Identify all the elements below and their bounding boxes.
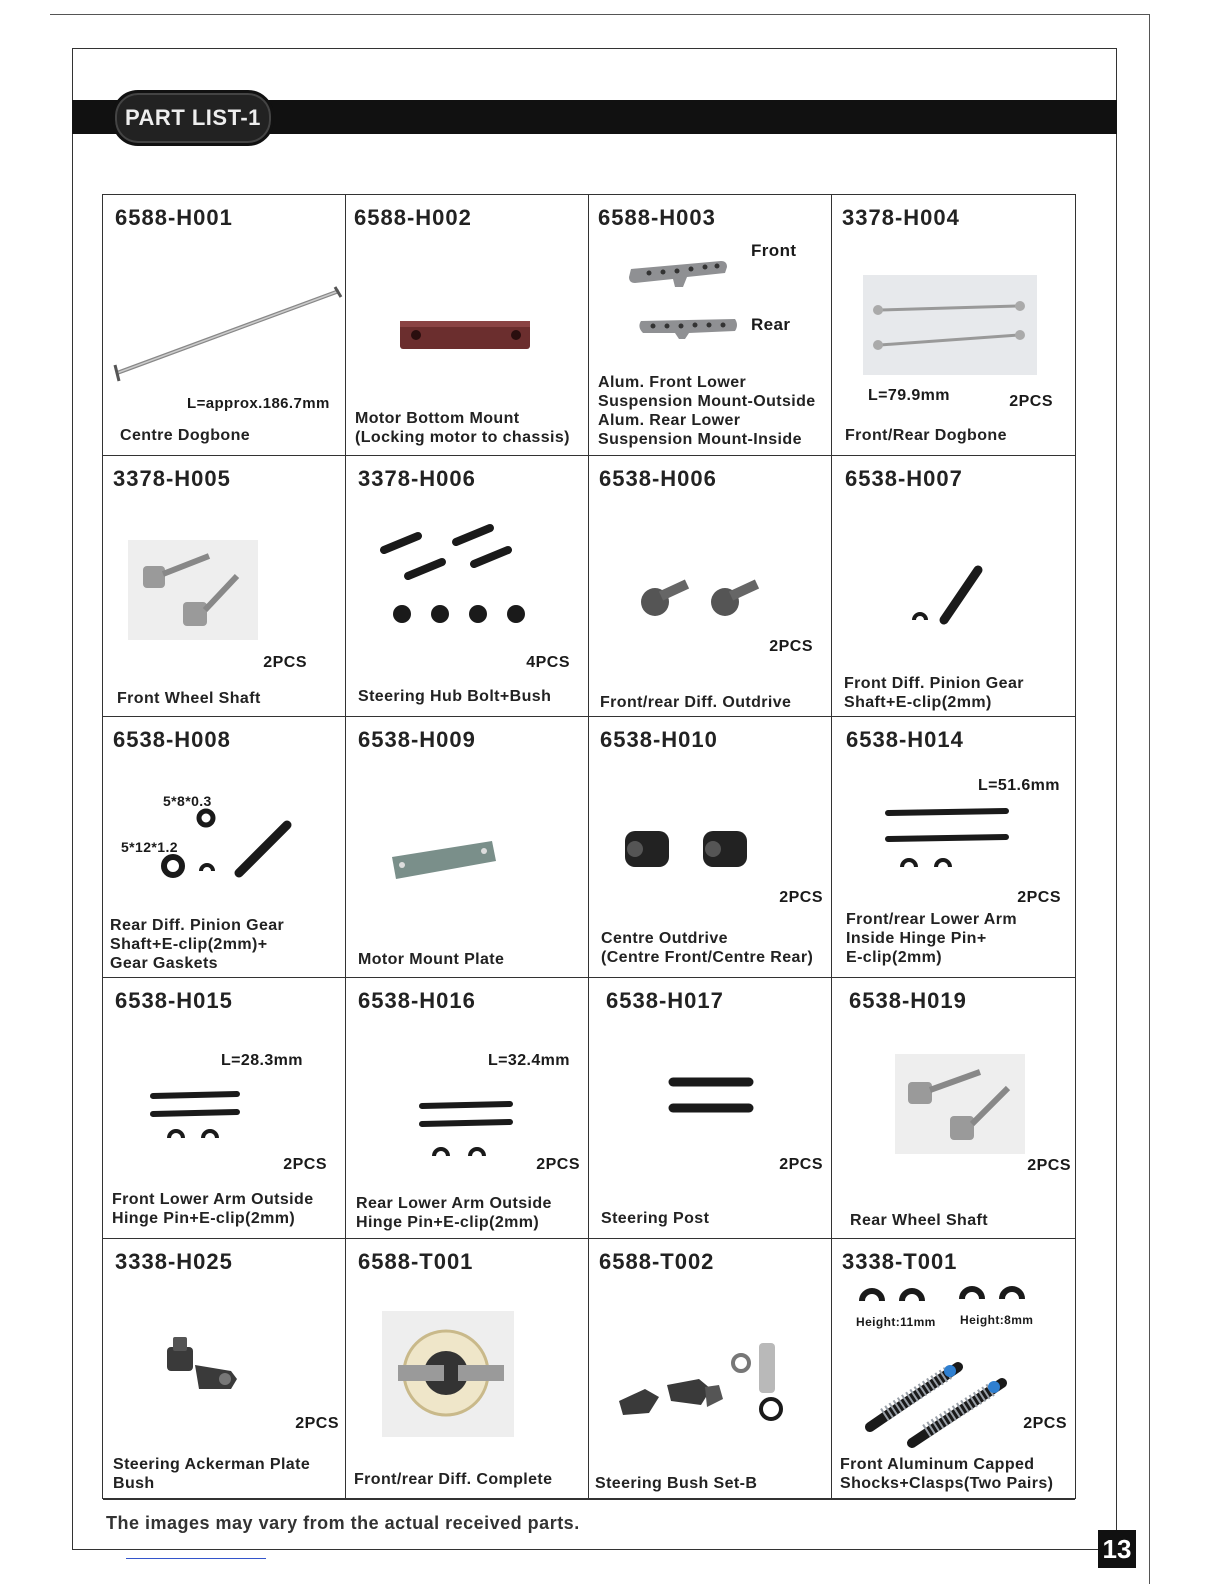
footer-rule — [126, 1558, 266, 1559]
part-code: 6588-H003 — [598, 205, 716, 230]
part-code: 6588-T001 — [358, 1249, 474, 1274]
diff-outdrive-illustration — [589, 456, 832, 717]
part-code: 3338-T001 — [842, 1249, 958, 1274]
part-cell-6588-H003 — [589, 195, 832, 456]
motor-plate-illustration — [346, 717, 589, 978]
height-a-label: Height:11mm — [856, 1315, 936, 1329]
part-name: Alum. Front Lower Suspension Mount-Outside Alum. Rear Lower Suspension Mount-Inside — [598, 374, 816, 448]
quantity-label: 2PCS — [1009, 393, 1053, 410]
page-title: PART LIST-1 — [112, 90, 274, 146]
part-cell-3378-H004 — [832, 195, 1075, 456]
part-code: 6538-H010 — [600, 727, 718, 752]
part-code: 6538-H009 — [358, 727, 476, 752]
quantity-label: 2PCS — [263, 654, 307, 671]
part-code: 6538-H019 — [849, 988, 967, 1013]
steering-bush-illustration — [589, 1239, 832, 1500]
part-name: Steering Hub Bolt+Bush — [358, 688, 552, 705]
length-label: L=approx.186.7mm — [187, 395, 330, 412]
part-code: 3378-H005 — [113, 466, 231, 491]
part-code: 6538-H008 — [113, 727, 231, 752]
part-code: 3378-H004 — [842, 205, 960, 230]
part-name: Front Diff. Pinion Gear Shaft+E-clip(2mm) — [844, 675, 1024, 711]
quantity-label: 2PCS — [1023, 1415, 1067, 1432]
bolt-bush-illustration — [346, 456, 589, 717]
quantity-label: 2PCS — [295, 1415, 339, 1432]
length-label: L=32.4mm — [488, 1052, 570, 1069]
quantity-label: 4PCS — [526, 654, 570, 671]
dogbone-illustration — [103, 195, 346, 456]
part-name: Front/rear Diff. Complete — [354, 1471, 553, 1488]
part-cell-6538-H019 — [832, 978, 1075, 1239]
rear-label: Rear — [751, 315, 791, 334]
page-number: 13 — [1098, 1530, 1136, 1568]
part-name: Front/rear Lower Arm Inside Hinge Pin+ E-clip(2mm) — [846, 911, 1017, 966]
length-label: L=28.3mm — [221, 1052, 303, 1069]
part-name: Rear Lower Arm Outside Hinge Pin+E-clip(2mm) — [356, 1195, 552, 1231]
part-code: 6538-H017 — [606, 988, 724, 1013]
part-name: Motor Mount Plate — [358, 951, 505, 968]
part-cell-6588-H001 — [103, 195, 346, 456]
part-name: Steering Bush Set-B — [595, 1475, 758, 1492]
part-name: Centre Outdrive (Centre Front/Centre Rear) — [601, 930, 814, 966]
part-code: 6538-H007 — [845, 466, 963, 491]
part-code: 6588-H001 — [115, 205, 233, 230]
part-code: 6588-T002 — [599, 1249, 715, 1274]
wheel-shaft-illustration — [832, 978, 1075, 1239]
part-name: Steering Post — [601, 1210, 710, 1227]
part-cell-6538-H009 — [346, 717, 589, 978]
part-cell-6538-H017 — [589, 978, 832, 1239]
part-cell-3338-H025 — [103, 1239, 346, 1500]
part-code: 3378-H006 — [358, 466, 476, 491]
height-b-label: Height:8mm — [960, 1313, 1034, 1327]
length-label: L=79.9mm — [868, 387, 950, 404]
part-name: Centre Dogbone — [120, 427, 251, 444]
dogbone-pair-illustration — [832, 195, 1075, 456]
quantity-label: 2PCS — [1027, 1157, 1071, 1174]
parts-grid — [102, 194, 1076, 1499]
part-cell-6538-H016 — [346, 978, 589, 1239]
diff-complete-illustration — [346, 1239, 589, 1500]
part-cell-3378-H006 — [346, 456, 589, 717]
part-cell-6538-H014 — [832, 717, 1075, 978]
part-name: Front/Rear Dogbone — [845, 427, 1007, 444]
part-name: Rear Diff. Pinion Gear Shaft+E-clip(2mm)+ Gear Gaskets — [110, 917, 285, 972]
part-cell-3378-H005 — [103, 456, 346, 717]
quantity-label: 2PCS — [769, 638, 813, 655]
part-cell-6538-H006 — [589, 456, 832, 717]
part-cell-6538-H008 — [103, 717, 346, 978]
disclaimer-note: The images may vary from the actual received parts. — [106, 1513, 580, 1533]
part-cell-6588-T002 — [589, 1239, 832, 1500]
part-cell-6538-H015 — [103, 978, 346, 1239]
part-name: Front Lower Arm Outside Hinge Pin+E-clip(2mm) — [112, 1191, 314, 1227]
part-name: Front/rear Diff. Outdrive — [600, 694, 792, 711]
gasket-large-label: 5*12*1.2 — [121, 839, 178, 855]
part-cell-6538-H007 — [832, 456, 1075, 717]
gasket-small-label: 5*8*0.3 — [163, 793, 212, 809]
part-cell-6538-H010 — [589, 717, 832, 978]
part-name: Rear Wheel Shaft — [850, 1212, 988, 1229]
part-code: 6538-H016 — [358, 988, 476, 1013]
part-code: 6588-H002 — [354, 205, 472, 230]
part-cell-6588-T001 — [346, 1239, 589, 1500]
front-label: Front — [751, 241, 797, 260]
quantity-label: 2PCS — [536, 1156, 580, 1173]
quantity-label: 2PCS — [779, 1156, 823, 1173]
top-rule — [50, 14, 1150, 15]
part-cell-6588-H002 — [346, 195, 589, 456]
quantity-label: 2PCS — [1017, 889, 1061, 906]
part-name: Front Aluminum Capped Shocks+Clasps(Two Pairs) — [840, 1456, 1054, 1492]
part-code: 6538-H006 — [599, 466, 717, 491]
steering-post-illustration — [589, 978, 832, 1239]
part-name: Motor Bottom Mount (Locking motor to chassis) — [355, 410, 570, 446]
length-label: L=51.6mm — [978, 777, 1060, 794]
wheel-shaft-illustration — [103, 456, 346, 717]
part-code: 6538-H015 — [115, 988, 233, 1013]
part-name: Front Wheel Shaft — [117, 690, 261, 707]
part-cell-3338-T001 — [832, 1239, 1075, 1500]
part-code: 3338-H025 — [115, 1249, 233, 1274]
part-code: 6538-H014 — [846, 727, 964, 752]
quantity-label: 2PCS — [283, 1156, 327, 1173]
quantity-label: 2PCS — [779, 889, 823, 906]
right-rule — [1149, 14, 1150, 1584]
part-name: Steering Ackerman Plate Bush — [113, 1456, 311, 1492]
